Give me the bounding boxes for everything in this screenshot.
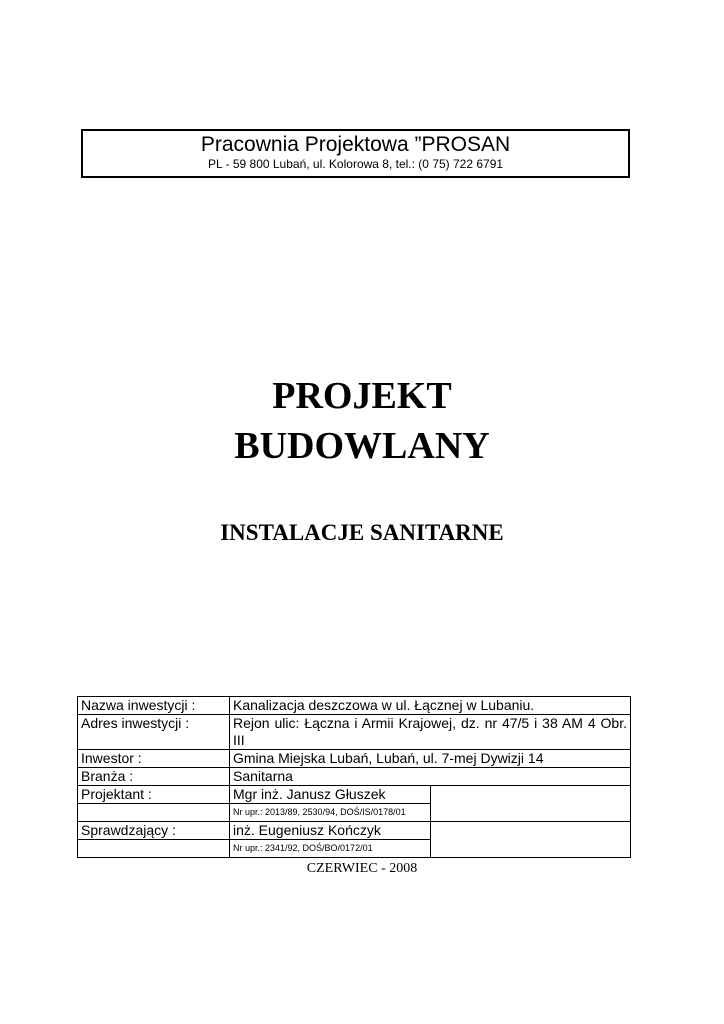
empty-cell xyxy=(78,804,230,822)
investor-label: Inwestor : xyxy=(78,750,230,768)
checker-label: Sprawdzający : xyxy=(78,822,230,840)
investment-name-value: Kanalizacja deszczowa w ul. Łącznej w Lubaniu. xyxy=(230,697,631,715)
table-row xyxy=(78,768,631,786)
empty-cell xyxy=(78,840,230,858)
checker-license: Nr upr.: 2341/92, DOŚ/BO/0172/01 xyxy=(230,840,431,858)
investor-value: Gmina Miejska Lubań, Lubań, ul. 7-mej Dywizji 14 xyxy=(230,750,631,768)
table-row xyxy=(78,786,631,804)
document-title-line2: BUDOWLANY xyxy=(234,425,490,467)
checker-signature-cell xyxy=(430,822,631,858)
project-info-table xyxy=(77,696,631,858)
investment-address-label: Adres inwestycji : xyxy=(78,715,230,750)
designer-license: Nr upr.: 2013/89, 2530/94, DOŚ/IS/0178/01 xyxy=(230,804,431,822)
firm-address: PL - 59 800 Lubań, ul. Kolorowa 8, tel.: (0 75) 722 6791 xyxy=(207,157,504,171)
investment-name-label: Nazwa inwestycji : xyxy=(78,697,230,715)
table-row xyxy=(78,750,631,768)
document-title-line1: PROJEKT xyxy=(272,375,452,417)
designer-value: Mgr inż. Janusz Głuszek xyxy=(230,786,431,804)
designer-label: Projektant : xyxy=(78,786,230,804)
branch-label: Branża : xyxy=(78,768,230,786)
table-row xyxy=(78,822,631,840)
firm-header-box xyxy=(81,129,630,178)
firm-name: Pracownia Projektowa ”PROSAN xyxy=(200,133,511,156)
document-date: CZERWIEC - 2008 xyxy=(306,861,418,876)
checker-value: inż. Eugeniusz Kończyk xyxy=(230,822,431,840)
branch-value: Sanitarna xyxy=(230,768,631,786)
table-row xyxy=(78,697,631,715)
designer-signature-cell xyxy=(430,786,631,822)
document-subtitle: INSTALACJE SANITARNE xyxy=(220,520,504,545)
investment-address-value: Rejon ulic: Łączna i Armii Krajowej, dz. nr 47/5 i 38 AM 4 Obr. III xyxy=(230,715,631,750)
table-row xyxy=(78,715,631,750)
